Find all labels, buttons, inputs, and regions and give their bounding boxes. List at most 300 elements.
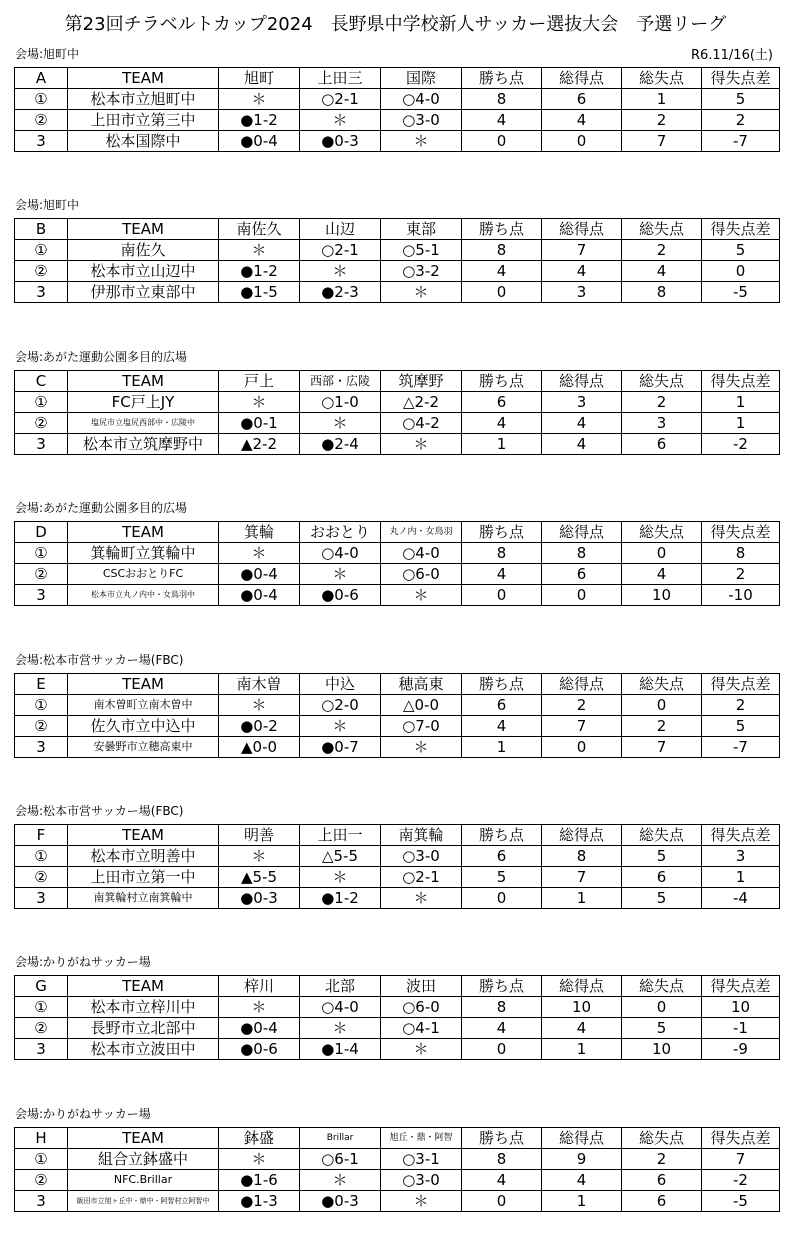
result-cell: ＊ <box>300 1170 381 1191</box>
header-row <box>15 219 780 240</box>
goal-diff-cell: 2 <box>702 564 780 585</box>
team-name-cell: 南箕輪村立南箕輪中 <box>68 888 219 909</box>
team-name-cell: CSCおおとりFC <box>68 564 219 585</box>
goals-against-header: 総失点 <box>622 522 702 543</box>
team-name-cell: 箕輪町立箕輪中 <box>68 543 219 564</box>
rank-cell: ① <box>15 997 68 1018</box>
venue-label: 会場:松本市営サッカー場(FBC) <box>15 804 184 818</box>
goal-diff-cell: 1 <box>702 413 780 434</box>
goal-diff-header: 得失点差 <box>702 68 780 89</box>
result-cell: ▲2-2 <box>219 434 300 455</box>
result-cell: ●0-4 <box>219 131 300 152</box>
goal-diff-cell: 1 <box>702 392 780 413</box>
opponent-header: 梓川 <box>219 976 300 997</box>
result-cell: ●0-2 <box>219 716 300 737</box>
rank-cell: 3 <box>15 434 68 455</box>
goal-diff-cell: -5 <box>702 1191 780 1212</box>
result-cell: ＊ <box>300 1018 381 1039</box>
match-date: R6.11/16(土) <box>690 48 773 63</box>
group-letter: D <box>15 522 68 543</box>
opponent-header: 上田一 <box>300 825 381 846</box>
table-row <box>15 867 780 888</box>
goals-for-cell: 0 <box>542 737 622 758</box>
opponent-header: 上田三 <box>300 68 381 89</box>
team-name-cell: 南木曽町立南木曽中 <box>68 695 219 716</box>
goal-diff-header: 得失点差 <box>702 976 780 997</box>
goals-against-cell: 6 <box>622 434 702 455</box>
opponent-header: 箕輪 <box>219 522 300 543</box>
result-cell: ▲5-5 <box>219 867 300 888</box>
result-cell: ＊ <box>381 888 462 909</box>
result-cell: ●0-4 <box>219 564 300 585</box>
goals-against-cell: 5 <box>622 846 702 867</box>
venue-label: 会場:松本市営サッカー場(FBC) <box>15 653 184 667</box>
table-row <box>15 1039 780 1060</box>
opponent-header: 東部 <box>381 219 462 240</box>
rank-cell: ② <box>15 261 68 282</box>
header-row <box>15 674 780 695</box>
goals-for-cell: 0 <box>542 585 622 606</box>
opponent-header: 旭丘・鼎・阿智 <box>381 1128 462 1149</box>
group-table-g <box>14 975 780 1060</box>
opponent-header: 明善 <box>219 825 300 846</box>
goals-against-header: 総失点 <box>622 825 702 846</box>
result-cell: ●2-3 <box>300 282 381 303</box>
goal-diff-header: 得失点差 <box>702 522 780 543</box>
table-row <box>15 392 780 413</box>
points-cell: 0 <box>462 282 542 303</box>
team-name-cell: 上田市立第一中 <box>68 867 219 888</box>
table-row <box>15 695 780 716</box>
goals-against-cell: 1 <box>622 89 702 110</box>
opponent-header: 南箕輪 <box>381 825 462 846</box>
team-header: TEAM <box>68 522 219 543</box>
points-header: 勝ち点 <box>462 219 542 240</box>
result-cell: ●0-3 <box>219 888 300 909</box>
table-row <box>15 543 780 564</box>
goals-for-cell: 1 <box>542 1039 622 1060</box>
goals-against-cell: 3 <box>622 413 702 434</box>
venue-label: 会場:あがた運動公園多目的広場 <box>15 501 188 515</box>
points-cell: 1 <box>462 737 542 758</box>
venue-label: 会場:かりがねサッカー場 <box>15 1107 151 1121</box>
result-cell: ＊ <box>381 1191 462 1212</box>
goal-diff-cell: 1 <box>702 867 780 888</box>
result-cell: ○4-0 <box>381 543 462 564</box>
goals-for-header: 総得点 <box>542 674 622 695</box>
opponent-header: 国際 <box>381 68 462 89</box>
goals-against-header: 総失点 <box>622 371 702 392</box>
goals-against-cell: 8 <box>622 282 702 303</box>
points-header: 勝ち点 <box>462 68 542 89</box>
goal-diff-header: 得失点差 <box>702 219 780 240</box>
venue-label: 会場:あがた運動公園多目的広場 <box>15 350 188 364</box>
opponent-header: 山辺 <box>300 219 381 240</box>
table-row <box>15 89 780 110</box>
table-row <box>15 1149 780 1170</box>
goals-for-cell: 6 <box>542 89 622 110</box>
goals-for-cell: 4 <box>542 261 622 282</box>
result-cell: ●0-6 <box>300 585 381 606</box>
header-row <box>15 825 780 846</box>
result-cell: ●0-6 <box>219 1039 300 1060</box>
result-cell: ＊ <box>381 131 462 152</box>
opponent-header: 波田 <box>381 976 462 997</box>
goal-diff-header: 得失点差 <box>702 674 780 695</box>
team-header: TEAM <box>68 674 219 695</box>
table-row <box>15 564 780 585</box>
result-cell: ●1-3 <box>219 1191 300 1212</box>
team-header: TEAM <box>68 1128 219 1149</box>
team-name-cell: 松本市立明善中 <box>68 846 219 867</box>
result-cell: ＊ <box>300 110 381 131</box>
goals-for-cell: 3 <box>542 392 622 413</box>
rank-cell: 3 <box>15 131 68 152</box>
goals-for-cell: 4 <box>542 1018 622 1039</box>
goal-diff-cell: 8 <box>702 543 780 564</box>
goals-against-header: 総失点 <box>622 68 702 89</box>
table-row <box>15 261 780 282</box>
team-name-cell: 安曇野市立穂高東中 <box>68 737 219 758</box>
points-header: 勝ち点 <box>462 371 542 392</box>
points-cell: 5 <box>462 867 542 888</box>
goals-for-cell: 10 <box>542 997 622 1018</box>
goal-diff-cell: 0 <box>702 261 780 282</box>
team-name-cell: 飯田市立旭ヶ丘中・鼎中・阿智村立阿智中 <box>68 1191 219 1212</box>
header-row <box>15 1128 780 1149</box>
goals-against-cell: 6 <box>622 1191 702 1212</box>
points-cell: 0 <box>462 1039 542 1060</box>
goals-for-cell: 4 <box>542 413 622 434</box>
opponent-header: 南木曽 <box>219 674 300 695</box>
result-cell: ●1-6 <box>219 1170 300 1191</box>
result-cell: ＊ <box>219 1149 300 1170</box>
table-row <box>15 413 780 434</box>
result-cell: ○6-1 <box>300 1149 381 1170</box>
header-row <box>15 68 780 89</box>
result-cell: △5-5 <box>300 846 381 867</box>
rank-cell: ② <box>15 110 68 131</box>
table-row <box>15 110 780 131</box>
points-cell: 4 <box>462 1170 542 1191</box>
team-name-cell: 佐久市立中込中 <box>68 716 219 737</box>
result-cell: ＊ <box>219 240 300 261</box>
goals-against-cell: 0 <box>622 543 702 564</box>
result-cell: ○3-2 <box>381 261 462 282</box>
team-name-cell: 松本市立波田中 <box>68 1039 219 1060</box>
goal-diff-cell: 5 <box>702 89 780 110</box>
points-cell: 8 <box>462 240 542 261</box>
rank-cell: ① <box>15 240 68 261</box>
result-cell: ●1-5 <box>219 282 300 303</box>
goals-for-header: 総得点 <box>542 976 622 997</box>
result-cell: ●2-4 <box>300 434 381 455</box>
table-row <box>15 716 780 737</box>
result-cell: ○4-0 <box>300 997 381 1018</box>
group-letter: C <box>15 371 68 392</box>
points-cell: 6 <box>462 846 542 867</box>
table-row <box>15 1191 780 1212</box>
goals-for-cell: 8 <box>542 846 622 867</box>
goal-diff-cell: -4 <box>702 888 780 909</box>
goals-against-cell: 5 <box>622 1018 702 1039</box>
points-cell: 6 <box>462 392 542 413</box>
rank-cell: ① <box>15 695 68 716</box>
opponent-header: 丸ノ内・女鳥羽 <box>381 522 462 543</box>
goals-for-cell: 2 <box>542 695 622 716</box>
goals-against-header: 総失点 <box>622 1128 702 1149</box>
result-cell: ○3-1 <box>381 1149 462 1170</box>
result-cell: ＊ <box>381 585 462 606</box>
goals-for-cell: 6 <box>542 564 622 585</box>
opponent-header: 鉢盛 <box>219 1128 300 1149</box>
result-cell: ○5-1 <box>381 240 462 261</box>
opponent-header: 北部 <box>300 976 381 997</box>
goals-against-cell: 6 <box>622 867 702 888</box>
result-cell: ○2-1 <box>300 240 381 261</box>
table-row <box>15 737 780 758</box>
points-cell: 4 <box>462 110 542 131</box>
opponent-header: 筑摩野 <box>381 371 462 392</box>
team-name-cell: 松本市立筑摩野中 <box>68 434 219 455</box>
table-row <box>15 434 780 455</box>
result-cell: ●0-4 <box>219 1018 300 1039</box>
points-cell: 0 <box>462 131 542 152</box>
goals-for-cell: 7 <box>542 716 622 737</box>
team-name-cell: 松本市立丸ノ内中・女鳥羽中 <box>68 585 219 606</box>
goals-for-header: 総得点 <box>542 68 622 89</box>
points-cell: 0 <box>462 1191 542 1212</box>
result-cell: ○4-1 <box>381 1018 462 1039</box>
header-row <box>15 976 780 997</box>
opponent-header: 戸上 <box>219 371 300 392</box>
rank-cell: 3 <box>15 282 68 303</box>
result-cell: ＊ <box>300 413 381 434</box>
result-cell: ○2-1 <box>381 867 462 888</box>
result-cell: ●0-3 <box>300 131 381 152</box>
goals-for-cell: 0 <box>542 131 622 152</box>
result-cell: ●1-2 <box>219 261 300 282</box>
table-row <box>15 846 780 867</box>
team-name-cell: 松本国際中 <box>68 131 219 152</box>
goals-against-cell: 4 <box>622 261 702 282</box>
goals-for-cell: 7 <box>542 867 622 888</box>
result-cell: ○3-0 <box>381 1170 462 1191</box>
goal-diff-cell: 5 <box>702 240 780 261</box>
group-table-c <box>14 370 780 455</box>
group-letter: E <box>15 674 68 695</box>
goal-diff-cell: -2 <box>702 434 780 455</box>
goal-diff-cell: 2 <box>702 110 780 131</box>
venue-label: 会場:かりがねサッカー場 <box>15 955 151 969</box>
goals-against-header: 総失点 <box>622 674 702 695</box>
goals-against-cell: 10 <box>622 1039 702 1060</box>
opponent-header: 旭町 <box>219 68 300 89</box>
result-cell: ○6-0 <box>381 564 462 585</box>
goal-diff-cell: -1 <box>702 1018 780 1039</box>
goals-for-cell: 8 <box>542 543 622 564</box>
group-letter: A <box>15 68 68 89</box>
rank-cell: 3 <box>15 585 68 606</box>
result-cell: ●0-3 <box>300 1191 381 1212</box>
rank-cell: ① <box>15 89 68 110</box>
result-cell: ○2-1 <box>300 89 381 110</box>
result-cell: ○4-2 <box>381 413 462 434</box>
result-cell: ●1-2 <box>300 888 381 909</box>
goals-for-cell: 3 <box>542 282 622 303</box>
result-cell: ＊ <box>219 997 300 1018</box>
goals-against-cell: 0 <box>622 997 702 1018</box>
result-cell: ＊ <box>219 89 300 110</box>
goal-diff-cell: -7 <box>702 131 780 152</box>
team-header: TEAM <box>68 68 219 89</box>
result-cell: ○6-0 <box>381 997 462 1018</box>
rank-cell: 3 <box>15 737 68 758</box>
header-row <box>15 371 780 392</box>
goals-for-cell: 4 <box>542 110 622 131</box>
points-cell: 8 <box>462 543 542 564</box>
result-cell: ＊ <box>381 737 462 758</box>
goal-diff-cell: -9 <box>702 1039 780 1060</box>
rank-cell: ① <box>15 1149 68 1170</box>
team-header: TEAM <box>68 825 219 846</box>
goals-for-cell: 1 <box>542 888 622 909</box>
points-header: 勝ち点 <box>462 825 542 846</box>
result-cell: ●0-7 <box>300 737 381 758</box>
points-cell: 8 <box>462 89 542 110</box>
points-cell: 0 <box>462 888 542 909</box>
result-cell: ○2-0 <box>300 695 381 716</box>
goals-for-header: 総得点 <box>542 825 622 846</box>
points-cell: 6 <box>462 695 542 716</box>
team-name-cell: 松本市立山辺中 <box>68 261 219 282</box>
result-cell: ▲0-0 <box>219 737 300 758</box>
opponent-header: 南佐久 <box>219 219 300 240</box>
goals-against-cell: 2 <box>622 716 702 737</box>
goals-against-cell: 2 <box>622 110 702 131</box>
points-cell: 4 <box>462 716 542 737</box>
goal-diff-cell: 2 <box>702 695 780 716</box>
rank-cell: 3 <box>15 888 68 909</box>
goals-for-header: 総得点 <box>542 1128 622 1149</box>
goal-diff-header: 得失点差 <box>702 825 780 846</box>
goals-for-cell: 7 <box>542 240 622 261</box>
result-cell: ●0-4 <box>219 585 300 606</box>
goals-against-cell: 6 <box>622 1170 702 1191</box>
team-name-cell: 塩尻市立塩尻西部中・広陵中 <box>68 413 219 434</box>
goal-diff-cell: 7 <box>702 1149 780 1170</box>
points-cell: 4 <box>462 564 542 585</box>
points-header: 勝ち点 <box>462 522 542 543</box>
team-header: TEAM <box>68 371 219 392</box>
team-header: TEAM <box>68 976 219 997</box>
goals-against-cell: 10 <box>622 585 702 606</box>
result-cell: ＊ <box>219 543 300 564</box>
venue-label: 会場:旭町中 <box>15 198 80 212</box>
rank-cell: ② <box>15 564 68 585</box>
goals-for-header: 総得点 <box>542 371 622 392</box>
group-table-d <box>14 521 780 606</box>
rank-cell: ② <box>15 716 68 737</box>
table-row <box>15 1170 780 1191</box>
goals-for-cell: 4 <box>542 434 622 455</box>
opponent-header: Brillar <box>300 1128 381 1149</box>
group-letter: H <box>15 1128 68 1149</box>
result-cell: ●1-2 <box>219 110 300 131</box>
table-row <box>15 997 780 1018</box>
points-cell: 8 <box>462 997 542 1018</box>
table-row <box>15 1018 780 1039</box>
goal-diff-header: 得失点差 <box>702 371 780 392</box>
goal-diff-cell: 10 <box>702 997 780 1018</box>
goals-against-cell: 4 <box>622 564 702 585</box>
rank-cell: ② <box>15 413 68 434</box>
page-title: 第23回チラベルトカップ2024 長野県中学校新人サッカー選抜大会 予選リーグ <box>64 14 727 35</box>
rank-cell: ① <box>15 846 68 867</box>
result-cell: ○3-0 <box>381 110 462 131</box>
goals-against-cell: 7 <box>622 131 702 152</box>
group-letter: F <box>15 825 68 846</box>
points-cell: 4 <box>462 1018 542 1039</box>
group-table-h <box>14 1127 780 1212</box>
team-name-cell: NFC.Brillar <box>68 1170 219 1191</box>
team-name-cell: 上田市立第三中 <box>68 110 219 131</box>
team-name-cell: 南佐久 <box>68 240 219 261</box>
team-name-cell: 組合立鉢盛中 <box>68 1149 219 1170</box>
table-row <box>15 240 780 261</box>
venue-label: 会場:旭町中 <box>15 47 80 61</box>
points-cell: 1 <box>462 434 542 455</box>
table-row <box>15 585 780 606</box>
team-name-cell: 伊那市立東部中 <box>68 282 219 303</box>
rank-cell: ① <box>15 543 68 564</box>
opponent-header: 穂高東 <box>381 674 462 695</box>
team-name-cell: 松本市立旭町中 <box>68 89 219 110</box>
goal-diff-cell: 3 <box>702 846 780 867</box>
team-name-cell: 松本市立梓川中 <box>68 997 219 1018</box>
rank-cell: 3 <box>15 1191 68 1212</box>
group-table-b <box>14 218 780 303</box>
table-row <box>15 131 780 152</box>
rank-cell: ① <box>15 392 68 413</box>
goal-diff-cell: -5 <box>702 282 780 303</box>
goals-for-cell: 9 <box>542 1149 622 1170</box>
rank-cell: ② <box>15 867 68 888</box>
rank-cell: 3 <box>15 1039 68 1060</box>
group-table-a <box>14 67 780 152</box>
goal-diff-cell: 5 <box>702 716 780 737</box>
result-cell: ＊ <box>219 846 300 867</box>
team-header: TEAM <box>68 219 219 240</box>
table-row <box>15 282 780 303</box>
result-cell: ＊ <box>219 695 300 716</box>
team-name-cell: 長野市立北部中 <box>68 1018 219 1039</box>
header-row <box>15 522 780 543</box>
result-cell: ＊ <box>300 716 381 737</box>
result-cell: ＊ <box>219 392 300 413</box>
goals-against-cell: 7 <box>622 737 702 758</box>
result-cell: ＊ <box>300 564 381 585</box>
result-cell: ○3-0 <box>381 846 462 867</box>
goals-against-header: 総失点 <box>622 219 702 240</box>
points-cell: 8 <box>462 1149 542 1170</box>
points-cell: 0 <box>462 585 542 606</box>
group-table-f <box>14 824 780 909</box>
goal-diff-header: 得失点差 <box>702 1128 780 1149</box>
goal-diff-cell: -2 <box>702 1170 780 1191</box>
group-letter: G <box>15 976 68 997</box>
goals-against-cell: 2 <box>622 392 702 413</box>
